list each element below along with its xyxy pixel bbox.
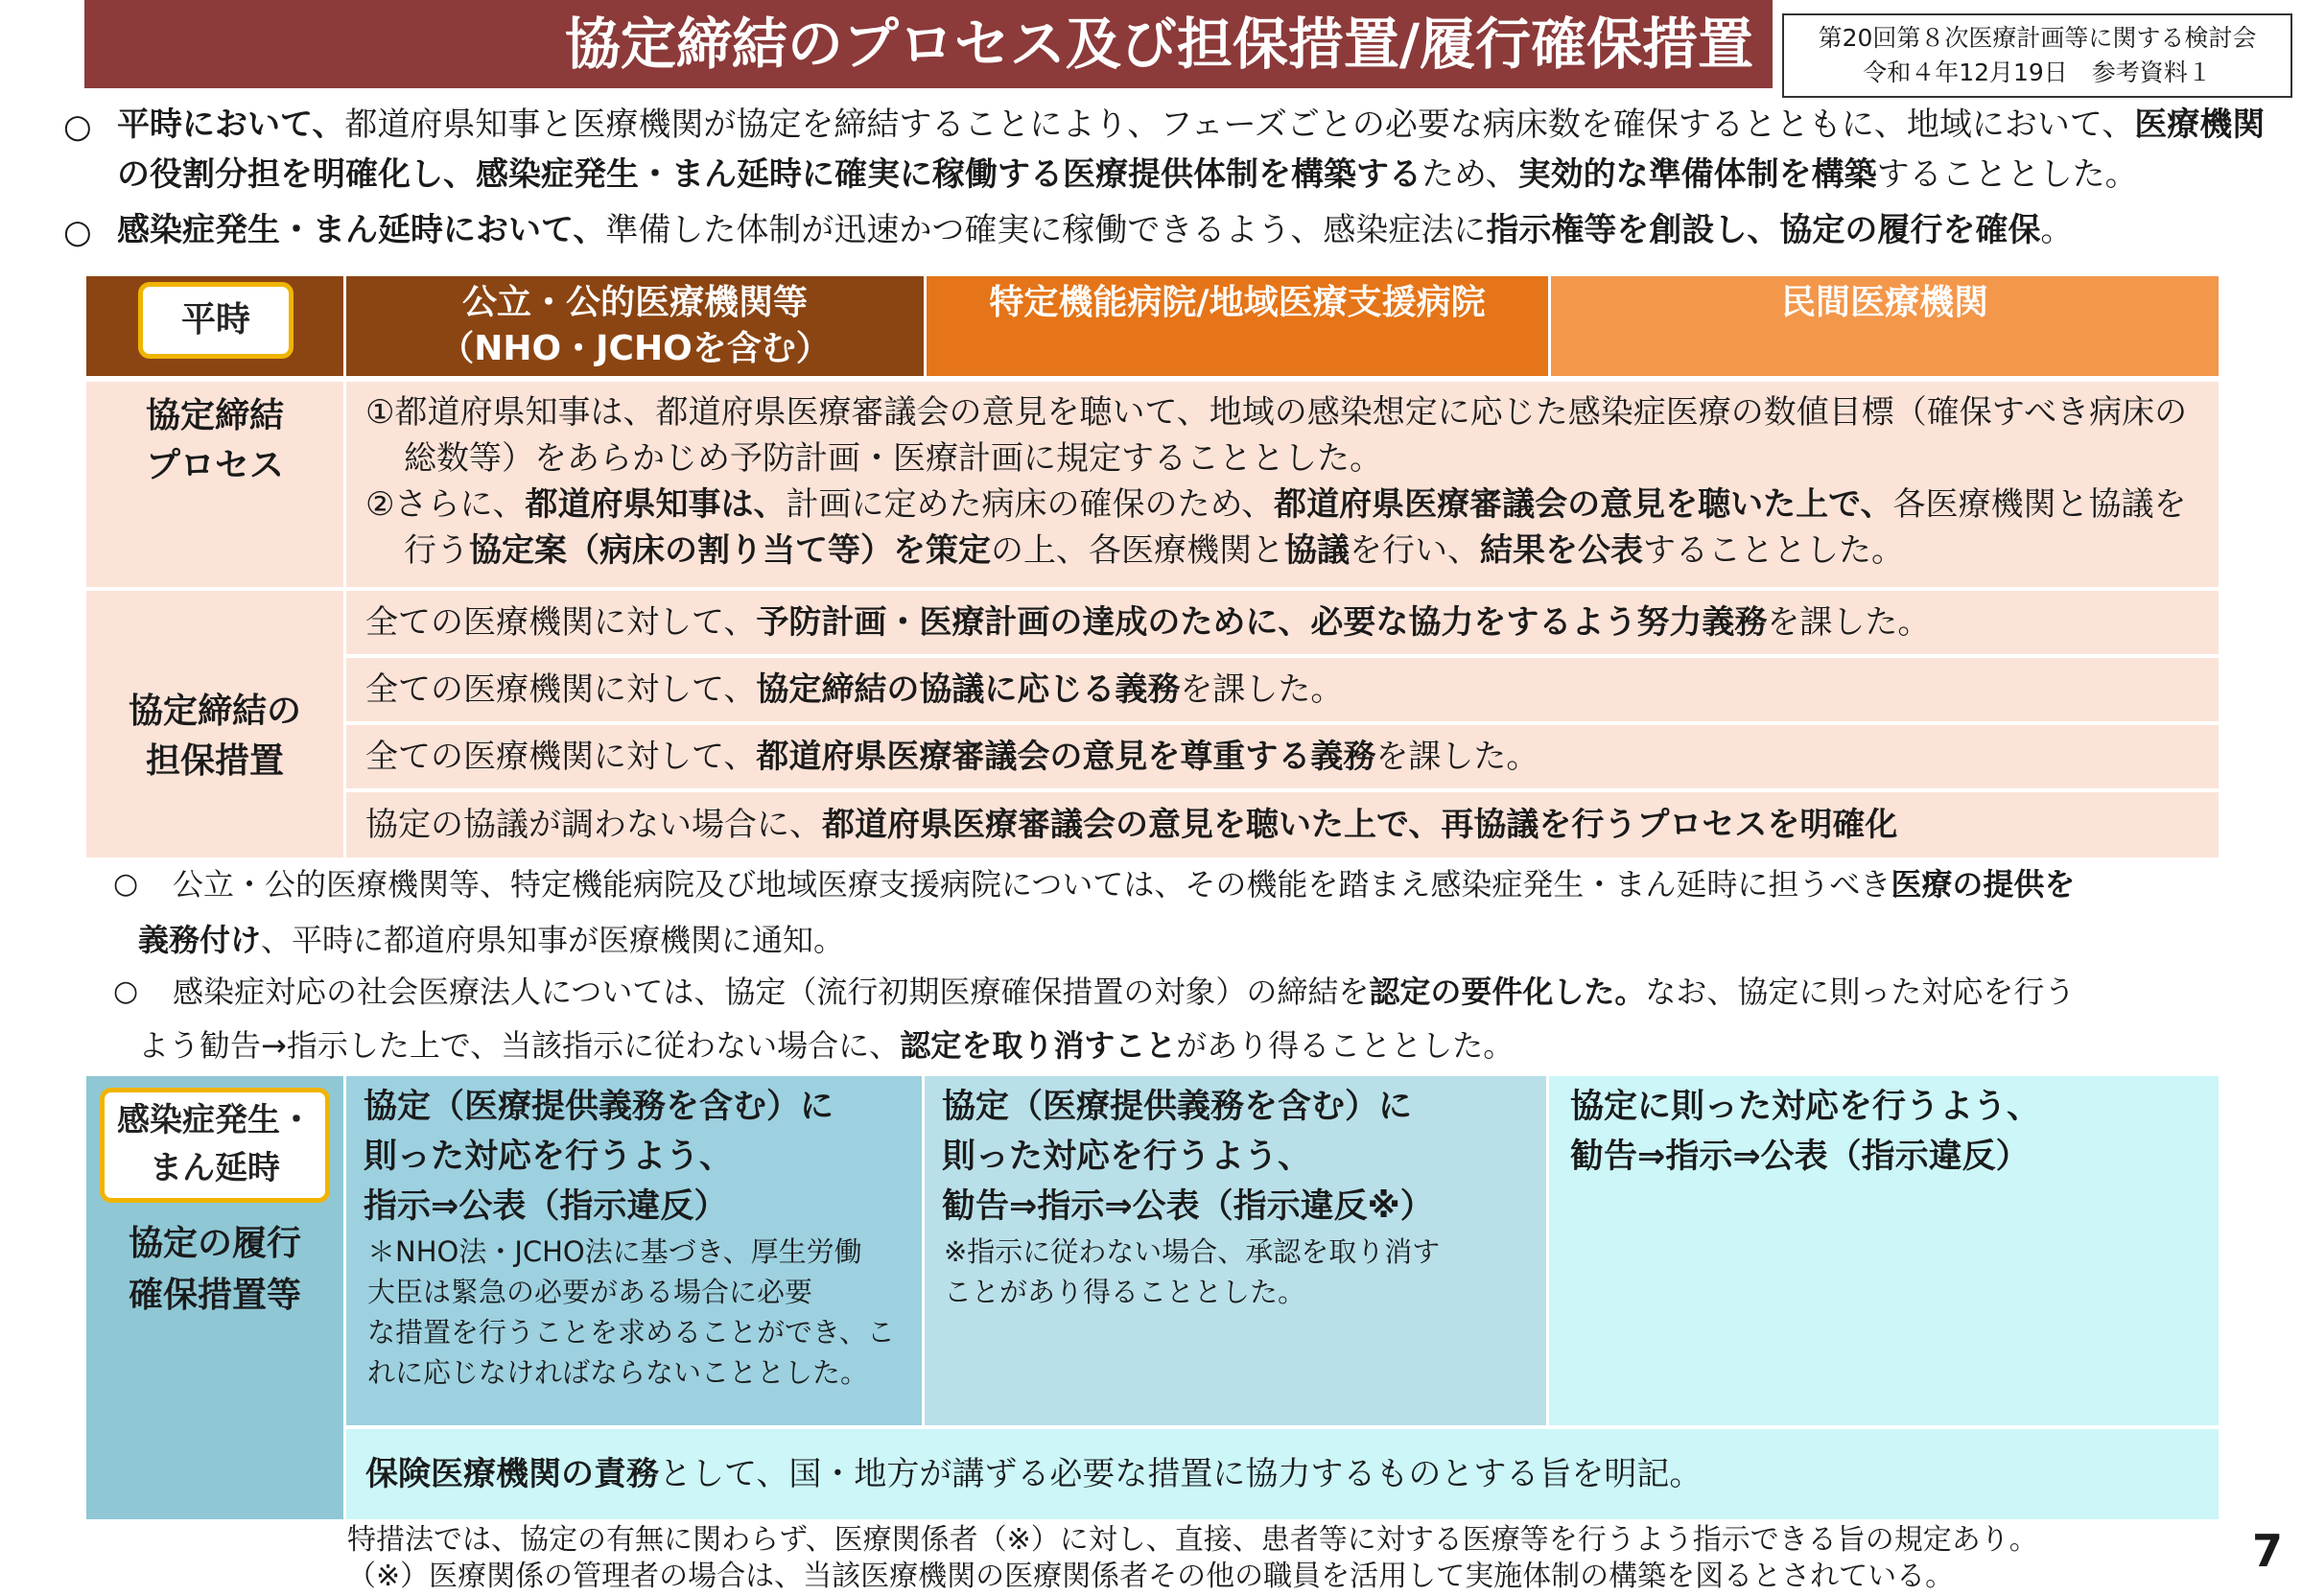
emphasis-text: 平時において、 <box>117 106 345 144</box>
emphasis-text: 認定を取り消すこと <box>900 1027 1177 1064</box>
text-segment: の上、各医療機関と <box>991 531 1284 570</box>
text-line: 協定（医療提供義務を含む）に <box>942 1088 1413 1126</box>
emphasis-text: 義務付け <box>138 922 262 958</box>
guarantee-row <box>346 725 2219 788</box>
text-segment: 計画に定めた病床の確保のため、 <box>786 485 1275 524</box>
insurance-obligation-row <box>346 1429 2219 1519</box>
section-label-line: 協定締結の <box>128 692 301 731</box>
column-header-public <box>346 276 924 376</box>
text-segment: 、平時に都道府県知事が医療機関に通知。 <box>261 922 845 958</box>
section-label-line: プロセス <box>145 446 284 485</box>
public-measures <box>364 1082 904 1232</box>
text-line: 勧告⇒指示⇒公表（指示違反） <box>1570 1138 2030 1176</box>
emphasis-text: 都道府県知事は、 <box>525 485 787 524</box>
text-segment: を行い、 <box>1350 531 1480 570</box>
emphasis-text: 保険医療機関の責務 <box>365 1455 659 1493</box>
process-item-2 <box>365 481 2199 574</box>
column-header-private: 民間医療機関 <box>1551 276 2219 376</box>
emphasis-text: 医療の提供を <box>1891 866 2076 903</box>
section-label-guarantee <box>86 591 343 857</box>
section-label-line: 協定締結 <box>145 396 284 435</box>
section-body-process <box>346 382 2219 587</box>
emphasis-text: 認定の要件化した。 <box>1369 974 1646 1010</box>
text-line: ※指示に従わない場合、承認を取り消す <box>944 1235 1441 1268</box>
text-segment: 各医療機関と協議を行う <box>404 485 2187 570</box>
text-line: 則った対応を行うよう、 <box>942 1138 1312 1176</box>
text-line: な措置を行うことを求めることができ、こ <box>367 1316 895 1349</box>
text-line: 協定に則った対応を行うよう、 <box>1570 1088 2041 1126</box>
meeting-date: 令和４年12月19日 参考資料１ <box>1863 59 2212 86</box>
text-line: 協定（医療提供義務を含む）に <box>364 1088 834 1126</box>
bullet-circle: ○ <box>63 213 92 251</box>
page-number: 7 <box>2252 1525 2284 1577</box>
text-segment: することとした。 <box>1643 531 1904 570</box>
text-segment: 都道府県知事と医療機関が協定を締結することにより、フェーズごとの必要な病床数を確保するとともに、地域において、 <box>344 106 2135 144</box>
text-segment: なお、協定に則った対応を行う <box>1645 974 2076 1010</box>
emphasis-text: 医療機関の役割分担を明確化し、感染症発生・まん延時に確実に稼働する医療提供体制を構築する <box>117 106 2266 194</box>
guarantee-row <box>346 658 2219 721</box>
peacetime-tag: 平時 <box>138 282 294 359</box>
note-1-line-1 <box>173 859 2075 909</box>
emphasis-text: 予防計画・医療計画の達成のために、必要な協力をするよう努力義務 <box>756 603 1768 642</box>
emphasis-text: 協定締結の協議に応じる義務 <box>756 670 1181 709</box>
text-segment: 全ての医療機関に対して、 <box>365 738 757 776</box>
bullet-circle: ○ <box>113 867 139 901</box>
section-label-line: 協定の履行 <box>128 1224 301 1263</box>
emphasis-text: 指示権等を創設し、協定の履行を確保 <box>1486 211 2041 249</box>
column-header-public-line2: （NHO・JCHOを含む） <box>439 329 831 368</box>
bullet-circle: ○ <box>63 107 92 146</box>
emphasis-text: 都道府県医療審議会の意見を聴いた上で、再協議を行うプロセスを明確化 <box>822 806 1898 844</box>
emphasis-text: 都道府県医療審議会の意見を尊重する義務 <box>756 738 1376 776</box>
emphasis-text: 感染症発生・まん延時において、 <box>117 211 606 249</box>
section-label-line: 担保措置 <box>145 741 284 781</box>
column-header-special: 特定機能病院/地域医療支援病院 <box>927 276 1548 376</box>
text-segment: 全ての医療機関に対して、 <box>365 603 757 642</box>
text-line: 大臣は緊急の必要がある場合に必要 <box>367 1276 813 1308</box>
outbreak-tag <box>100 1088 330 1203</box>
section-label-process <box>86 382 343 587</box>
text-segment: 公立・公的医療機関等、特定機能病院及び地域医療支援病院については、その機能を踏まえ感染症発生・まん延時に担うべき <box>173 866 1891 903</box>
text-line: ＊NHO法・JCHO法に基づき、厚生労働 <box>367 1235 862 1268</box>
text-segment: 準備した体制が迅速かつ確実に稼働できるよう、感染症法に <box>605 211 1487 249</box>
emphasis-text: 都道府県医療審議会の意見を聴いた上で、 <box>1274 485 1893 524</box>
text-line: 指示⇒公表（指示違反） <box>364 1187 728 1226</box>
bullet-circle: ○ <box>113 974 139 1008</box>
outbreak-cell-special <box>925 1076 1546 1425</box>
footer-note-2: （※）医療関係の管理者の場合は、当該医療機関の医療関係者その他の職員を活用して実施体制の構築を図るとされている。 <box>347 1560 1955 1593</box>
outbreak-tag-line: 感染症発生・ <box>117 1101 313 1139</box>
emphasis-text: 実効的な準備体制を構築 <box>1517 155 1877 194</box>
note-2-line-2 <box>138 1021 1514 1070</box>
emphasis-text: 協議 <box>1284 531 1350 570</box>
text-segment: を課した。 <box>1180 670 1344 709</box>
text-segment: ため、 <box>1421 155 1518 194</box>
text-segment: ①都道府県知事は、都道府県医療審議会の意見を聴いて、地域の感染想定に応じた感染症医療の数値目標（確保すべき病床の総数等）をあらかじめ予防計画・医療計画に規定することとした。 <box>365 393 2188 478</box>
special-measures <box>942 1082 1529 1232</box>
column-header-public-line1: 公立・公的医療機関等 <box>461 283 808 322</box>
section-label-line: 確保措置等 <box>128 1276 301 1315</box>
emphasis-text: 協定案（病床の割り当て等）を策定 <box>469 531 991 570</box>
text-segment: することとした。 <box>1876 155 2138 194</box>
page-title: 協定締結のプロセス及び担保措置/履行確保措置 <box>564 12 1753 77</box>
text-segment: 協定の協議が調わない場合に、 <box>365 806 822 844</box>
footer-note-1: 特措法では、協定の有無に関わらず、医療関係者（※）に対し、直接、患者等に対する医療等を行うよう指示できる旨の規定あり。 <box>347 1523 2038 1557</box>
note-1-line-2 <box>138 915 844 965</box>
text-line: ことがあり得ることとした。 <box>944 1276 1306 1308</box>
intro-paragraph-1 <box>117 100 2275 200</box>
text-line: 則った対応を行うよう、 <box>364 1138 734 1176</box>
public-footnote <box>364 1232 904 1393</box>
text-segment: を課した。 <box>1375 738 1539 776</box>
intro-paragraph-2 <box>117 205 2275 255</box>
meeting-name: 第20回第８次医療計画等に関する検討会 <box>1818 24 2257 52</box>
guarantee-row <box>346 792 2219 857</box>
text-segment: 感染症対応の社会医療法人については、協定（流行初期医療確保措置の対象）の締結を <box>173 974 1370 1010</box>
text-segment: として、国・地方が講ずる必要な措置に協力するものとする旨を明記。 <box>659 1455 1703 1493</box>
note-2-line-1 <box>173 967 2075 1017</box>
text-segment: 。 <box>2040 211 2074 249</box>
text-line: 勧告⇒指示⇒公表（指示違反※） <box>942 1187 1434 1226</box>
text-line: れに応じなければならないこととした。 <box>367 1356 869 1389</box>
private-measures <box>1570 1082 2201 1182</box>
outbreak-cell-private <box>1549 1076 2219 1425</box>
outbreak-cell-public <box>346 1076 922 1425</box>
guarantee-row <box>346 591 2219 654</box>
text-segment: よう勧告→指示した上で、当該指示に従わない場合に、 <box>138 1027 901 1064</box>
text-segment: を課した。 <box>1767 603 1931 642</box>
outbreak-tag-line: まん延時 <box>150 1149 280 1187</box>
special-footnote <box>942 1232 1529 1312</box>
text-segment: 全ての医療機関に対して、 <box>365 670 757 709</box>
emphasis-text: 結果を公表 <box>1480 531 1643 570</box>
process-item-1 <box>365 389 2199 481</box>
meeting-reference-box <box>1782 13 2292 98</box>
text-segment: があり得ることとした。 <box>1176 1027 1515 1064</box>
section-label-enforcement <box>86 1218 343 1322</box>
text-segment: ②さらに、 <box>365 485 526 524</box>
